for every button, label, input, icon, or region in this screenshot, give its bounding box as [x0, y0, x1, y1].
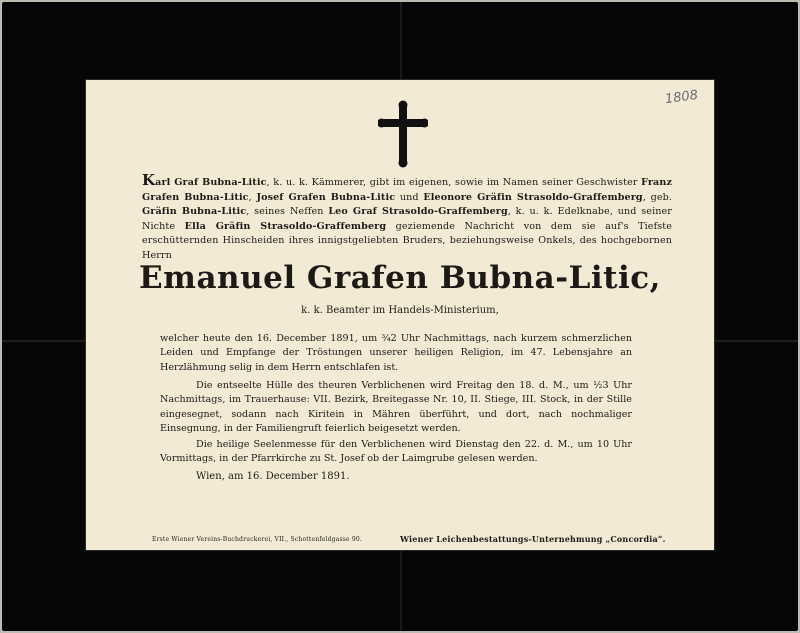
drop-initial: K — [142, 171, 156, 189]
intro-text: und — [395, 191, 424, 203]
pencil-annotation: 1808 — [664, 87, 699, 108]
dateline: Wien, am 16. December 1891. — [196, 471, 350, 482]
intro-paragraph — [142, 173, 672, 264]
deceased-name: Emanuel Grafen Bubna-Litic, — [139, 260, 661, 296]
relative-name: Gräfin Bubna-Litic — [142, 206, 247, 218]
intro-text: , seines Neffen — [246, 206, 329, 218]
printer-imprint: Erste Wiener Vereins-Buchdruckerei, VII., Schottenfeldgasse 90. — [152, 536, 363, 543]
relative-name: Ella Gräfin Strasoldo-Graffemberg — [184, 220, 387, 232]
death-announcement-paragraph: welcher heute den 16. December 1891, um ¾2 Uhr Nachmittags, nach kurzem schmerzlichen Leiden und Empfange der Tröstungen unserer heiligen Religion, im 47. Lebensjahre an Herzlähmung selig in dem Herrn entschlafen ist. — [160, 333, 632, 373]
intro-text: , k. u. k. Edelknabe, und seiner Nichte — [142, 206, 672, 232]
intro-text: , — [248, 191, 257, 203]
intro-text: , k. u. k. Kämmerer, gibt im eigenen, sowie im Namen seiner Geschwister — [266, 177, 642, 188]
intro-text: geziemende Nachricht von dem sie auf's Tiefste erschütternden Hinscheiden ihres innigstgeliebten Bruders, beziehungsweise Onkels, des hochgebornen Herrn — [142, 220, 672, 261]
requiem-mass-paragraph: Die heilige Seelenmesse für den Verblichenen wird Dienstag den 22. d. M., um 10 Uhr Vormittags, in der Pfarrkirche zu St. Josef ob der Laimgrube gelesen werden. — [160, 439, 632, 465]
death-notice-card — [86, 80, 714, 550]
relative-name: Eleonore Gräfin Strasoldo-Graffemberg — [423, 191, 643, 203]
deceased-title: k. k. Beamter im Handels-Ministerium, — [301, 305, 499, 316]
burial-paragraph: Die entseelte Hülle des theuren Verblichenen wird Freitag den 18. d. M., um ½3 Uhr Nachmittags, im Trauerhause: VII. Bezirk, Breitegasse Nr. 10, II. Stiege, III. Stock, in der Stille eingesegnet, sodann nach Kiritein in Mähren überführt, und dort, nach nochmaliger Einsegnung, in der Familiengruft feierlich beigesetzt werden. — [160, 380, 632, 435]
relative-name: Franz Grafen Bubna-Litic — [142, 177, 672, 203]
relative-name: Leo Graf Strasoldo-Graffemberg — [328, 206, 508, 218]
author-name: arl Graf Bubna-Litic — [155, 177, 267, 188]
relative-name: Josef Grafen Bubna-Litic — [256, 191, 396, 203]
undertaker-imprint: Wiener Leichenbestattungs-Unternehmung „Concordia“. — [400, 534, 666, 544]
cross-icon — [378, 100, 428, 168]
intro-text: , geb. — [642, 191, 672, 203]
